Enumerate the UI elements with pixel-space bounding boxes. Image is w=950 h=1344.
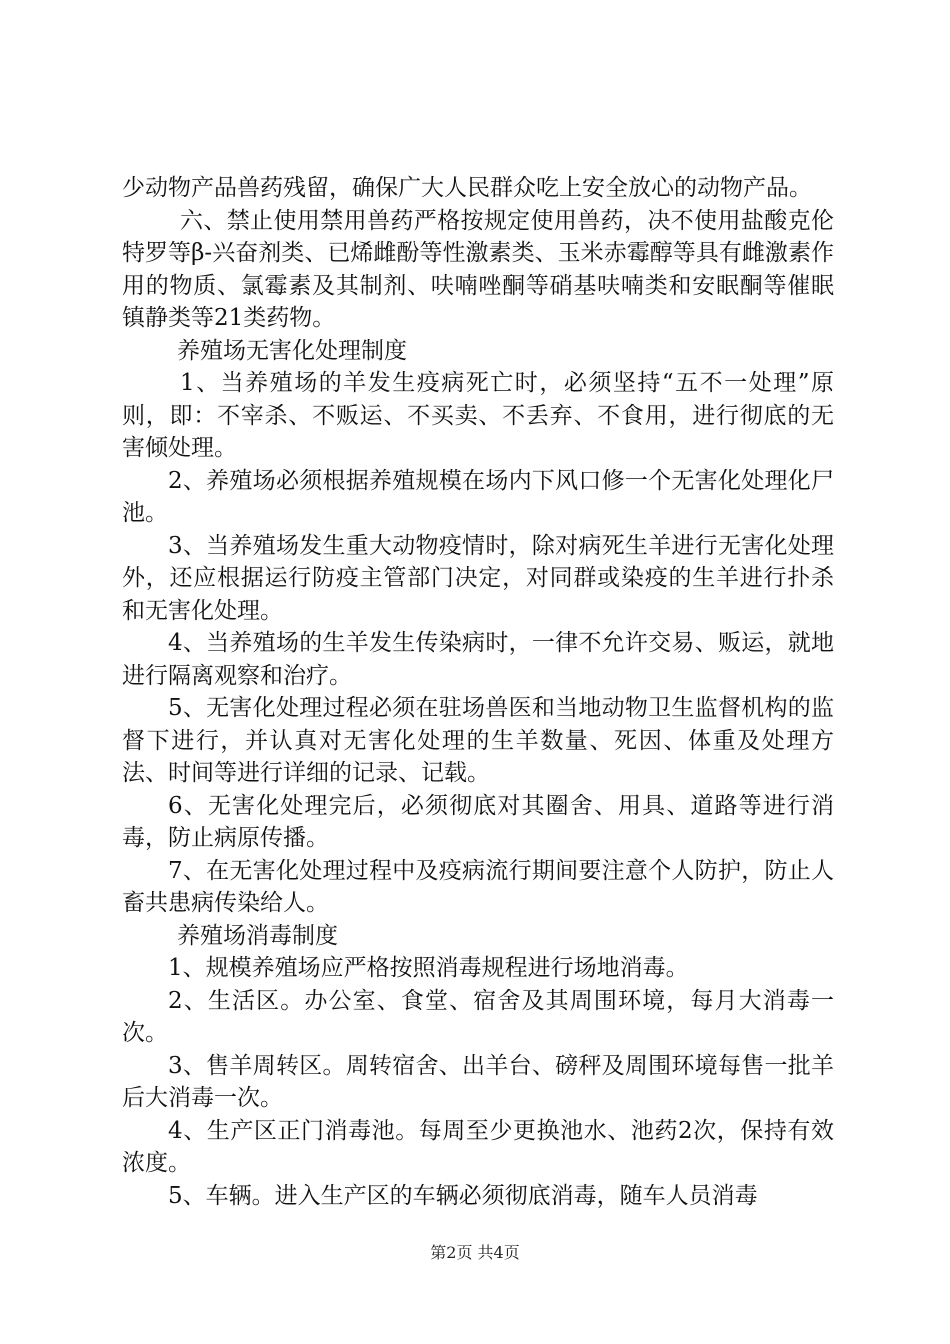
paragraph: 3、当养殖场发生重大动物疫情时，除对病死生羊进行无害化处理外，还应根据运行防疫主管部门决定，对同群或染疫的生羊进行扑杀和无害化处理。 [122,532,834,624]
paragraph: 5、无害化处理过程必须在驻场兽医和当地动物卫生监督机构的监督下进行，并认真对无害化处理的生羊数量、死因、体重及处理方法、时间等进行详细的记录、记载。 [122,695,834,786]
page-number-label: 第2页 共4页 [430,1243,520,1262]
page-footer [0,1240,950,1263]
document-body [122,172,834,1212]
paragraph: 1、当养殖场的羊发生疫病死亡时，必须坚持“五不一处理”原则，即：不宰杀、不贩运、不买卖、不丢弃、不食用，进行彻底的无害倾处理。 [122,370,834,461]
paragraph: 6、无害化处理完后，必须彻底对其圈舍、用具、道路等进行消毒，防止病原传播。 [122,792,834,851]
paragraph: 1、规模养殖场应严格按照消毒规程进行场地消毒。 [168,955,689,981]
paragraph: 4、当养殖场的生羊发生传染病时，一律不允许交易、贩运，就地进行隔离观察和治疗。 [122,630,834,689]
paragraph: 5、车辆。进入生产区的车辆必须彻底消毒，随车人员消毒 [168,1182,758,1209]
paragraph: 六、禁止使用禁用兽药严格按规定使用兽药，决不使用盐酸克伦特罗等β-兴奋剂类、已烯雌酚等性激素类、玉米赤霉醇等具有雌激素作用的物质、氯霉素及其制剂、呋喃唑酮等硝基呋喃类和安眠酮等催眠镇静类等21类药物。 [122,207,834,331]
paragraph: 少动物产品兽药残留，确保广大人民群众吃上安全放心的动物产品。 [122,175,812,201]
section-heading: 养殖场无害化处理制度 [177,337,407,364]
paragraph: 2、养殖场必须根据养殖规模在场内下风口修一个无害化处理化尸池。 [122,467,834,526]
paragraph: 4、生产区正门消毒池。每周至少更换池水、池药2次，保持有效浓度。 [122,1117,834,1176]
paragraph: 2、生活区。办公室、食堂、宿舍及其周围环境，每月大消毒一次。 [122,987,834,1046]
paragraph: 7、在无害化处理过程中及疫病流行期间要注意个人防护，防止人畜共患病传染给人。 [122,857,834,916]
paragraph: 3、售羊周转区。周转宿舍、出羊台、磅秤及周围环境每售一批羊后大消毒一次。 [122,1052,834,1111]
section-heading: 养殖场消毒制度 [177,922,338,949]
